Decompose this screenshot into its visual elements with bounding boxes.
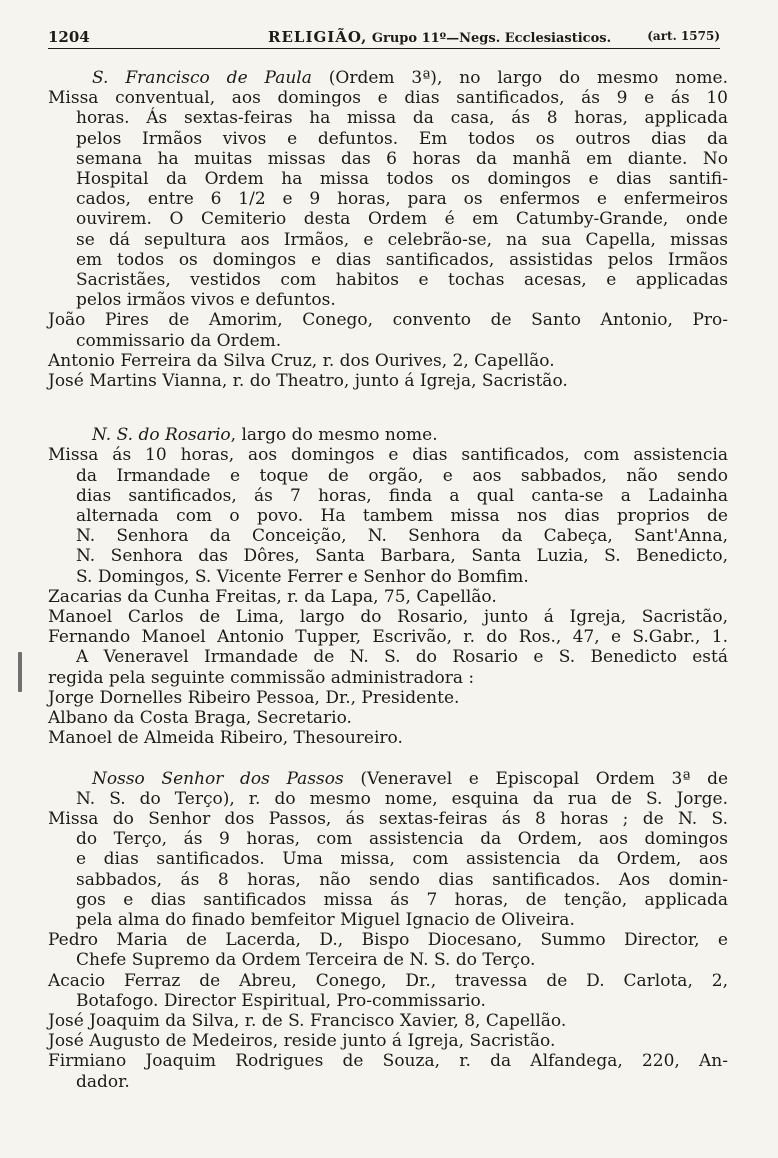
text-line: em todos os domingos e dias santificados, assistidas pelos Irmãos xyxy=(76,249,728,270)
text-line: José Martins Vianna, r. do Theatro, junto á Igreja, Sacristão. xyxy=(48,371,568,392)
body-text xyxy=(48,68,728,1092)
text-line: do Terço, ás 9 horas, com assistencia da Ordem, aos domingos xyxy=(76,829,728,850)
text-line: Sacristães, vestidos com habitos e tochas acesas, e applicadas xyxy=(76,270,728,291)
page-number: 1204 xyxy=(48,28,90,46)
text-line: Manoel Carlos de Lima, largo do Rosario, junto á Igreja, Sacristão, xyxy=(48,607,728,628)
text-line: A Veneravel Irmandade de N. S. do Rosario e S. Benedicto está xyxy=(76,647,728,668)
running-title-sub: Grupo 11º—Negs. Ecclesiasticos. xyxy=(371,31,612,46)
text-line: pela alma do finado bemfeitor Miguel Ignacio de Oliveira. xyxy=(76,909,575,930)
text-line: N. S. do Terço), r. do mesmo nome, esquina da rua de S. Jorge. xyxy=(76,788,728,809)
text-line: horas. Ás sextas-feiras ha missa da casa, ás 8 horas, applicada xyxy=(76,108,728,129)
text-line: sabbados, ás 8 horas, não sendo dias santificados. Aos domin- xyxy=(76,869,728,890)
text-line: Firmiano Joaquim Rodrigues de Souza, r. da Alfandega, 220, An- xyxy=(48,1051,728,1072)
text-line: Zacarias da Cunha Freitas, r. da Lapa, 75, Capellão. xyxy=(48,586,497,607)
text-line: Missa ás 10 horas, aos domingos e dias santificados, com assistencia xyxy=(48,445,728,466)
text-line: dador. xyxy=(76,1071,130,1092)
text-line: commissario da Ordem. xyxy=(76,330,282,351)
section-title: Nosso Senhor dos Passos xyxy=(92,768,344,789)
text-line: Pedro Maria de Lacerda, D., Bispo Diocesano, Summo Director, e xyxy=(48,930,728,951)
text-line: Missa do Senhor dos Passos, ás sextas-feiras ás 8 horas ; de N. S. xyxy=(48,808,728,829)
section-title: N. S. do Rosario xyxy=(92,425,231,446)
section-title: S. Francisco de Paula xyxy=(92,68,312,88)
text-line: Antonio Ferreira da Silva Cruz, r. dos Ourives, 2, Capellão. xyxy=(48,350,555,371)
text-line: ouvirem. O Cemiterio desta Ordem é em Catumby-Grande, onde xyxy=(76,209,728,230)
section-title-rest: (Ordem 3ª), no largo do mesmo nome. xyxy=(311,68,728,88)
text-line: José Joaquim da Silva, r. de S. Francisco Xavier, 8, Capellão. xyxy=(48,1010,567,1031)
text-line: gos e dias santificados missa ás 7 horas, de tenção, applicada xyxy=(76,889,728,910)
running-title xyxy=(268,28,611,46)
text-line: Hospital da Ordem ha missa todos os domingos e dias santifi- xyxy=(76,169,728,190)
text-line: dias santificados, ás 7 horas, finda a qual canta-se a Ladainha xyxy=(76,485,728,506)
text-line: pelos irmãos vivos e defuntos. xyxy=(76,290,336,311)
section-title-rest: (Veneravel e Episcopal Ordem 3ª de xyxy=(343,768,729,789)
text-line: Fernando Manoel Antonio Tupper, Escrivão, r. do Ros., 47, e S.Gabr., 1. xyxy=(48,627,728,648)
text-line: semana ha muitas missas das 6 horas da manhã em diante. No xyxy=(76,148,728,169)
text-line: Botafogo. Director Espiritual, Pro-commissario. xyxy=(76,990,486,1011)
text-line: alternada com o povo. Ha tambem missa nos dias proprios de xyxy=(76,506,728,527)
text-line: pelos Irmãos vivos e defuntos. Em todos os outros dias da xyxy=(76,128,728,149)
page-header xyxy=(48,26,720,49)
text-line: e dias santificados. Uma missa, com assistencia da Ordem, aos xyxy=(76,849,728,870)
running-title-main: RELIGIÃO, xyxy=(268,28,368,46)
text-line: João Pires de Amorim, Conego, convento de Santo Antonio, Pro- xyxy=(48,310,728,331)
text-line: N. Senhora das Dôres, Santa Barbara, Santa Luzia, S. Benedicto, xyxy=(76,546,728,567)
text-line: cados, entre 6 1/2 e 9 horas, para os enfermos e enfermeiros xyxy=(76,189,728,210)
text-line: Albano da Costa Braga, Secretario. xyxy=(48,708,352,729)
text-line: José Augusto de Medeiros, reside junto á Igreja, Sacristão. xyxy=(48,1031,556,1052)
text-line: Jorge Dornelles Ribeiro Pessoa, Dr., Presidente. xyxy=(48,687,460,708)
text-line: N. Senhora da Conceição, N. Senhora da Cabeça, Sant'Anna, xyxy=(76,526,728,547)
section-heading xyxy=(48,68,728,88)
text-line: Chefe Supremo da Ordem Terceira de N. S. do Terço. xyxy=(76,950,536,971)
text-line: Missa conventual, aos domingos e dias santificados, ás 9 e ás 10 xyxy=(48,88,728,109)
article-reference: (art. 1575) xyxy=(647,29,720,43)
text-line: Manoel de Almeida Ribeiro, Thesoureiro. xyxy=(48,728,403,749)
text-line: regida pela seguinte commissão administradora : xyxy=(48,667,475,688)
margin-mark xyxy=(18,652,22,692)
text-line: Acacio Ferraz de Abreu, Conego, Dr., travessa de D. Carlota, 2, xyxy=(48,970,728,991)
text-line: da Irmandade e toque de orgão, e aos sabbados, não sendo xyxy=(76,465,728,486)
section-heading xyxy=(48,769,728,789)
section-title-rest: , largo do mesmo nome. xyxy=(230,425,438,446)
text-line: S. Domingos, S. Vicente Ferrer e Senhor do Bomfim. xyxy=(76,566,529,587)
text-line: se dá sepultura aos Irmãos, e celebrão-se, na sua Capella, missas xyxy=(76,229,728,250)
section-heading xyxy=(48,425,728,445)
